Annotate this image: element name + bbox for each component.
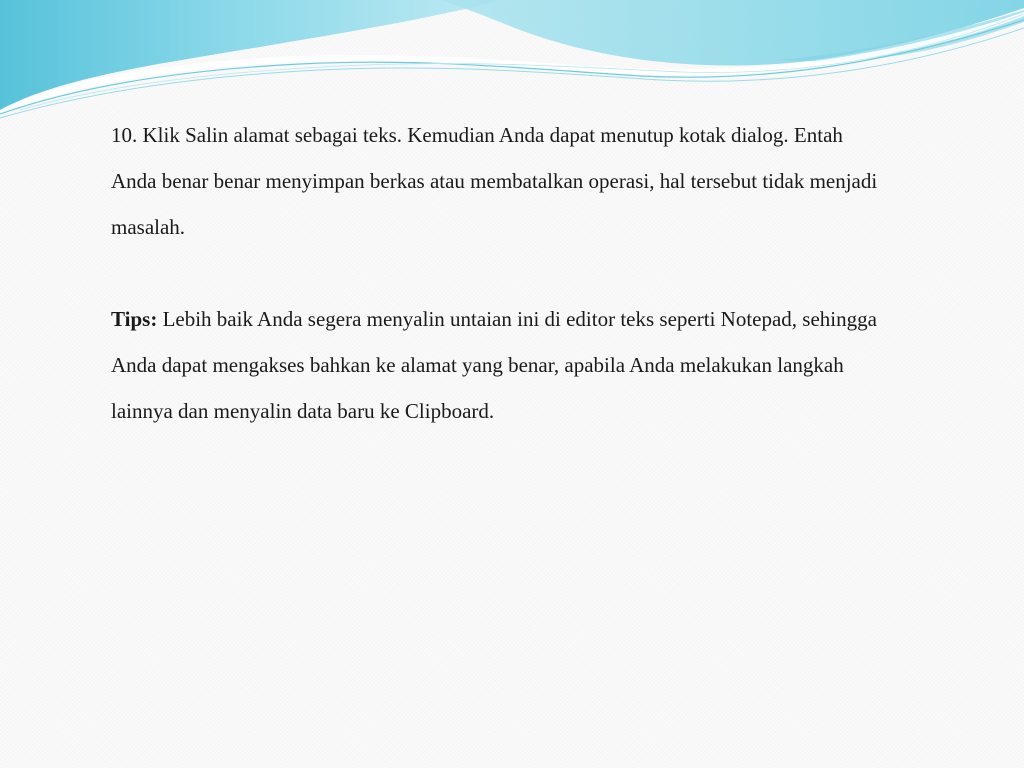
wave-right-shape [440,0,1024,65]
tips-text: Lebih baik Anda segera menyalin untaian ini di editor teks seperti Notepad, sehingga Anda dapat mengakses bahkan ke alamat yang benar, apabila Anda melakukan langkah lainnya dan menyalin data baru ke Clipboard. [111,307,877,423]
tips-label: Tips: [111,307,158,331]
wave-main-shape [0,0,500,110]
wave-header-decoration [0,0,1024,130]
tips-paragraph [111,296,891,434]
slide-content [111,112,891,434]
step-paragraph: 10. Klik Salin alamat sebagai teks. Kemudian Anda dapat menutup kotak dialog. Entah Anda benar benar menyimpan berkas atau membatalkan operasi, hal tersebut tidak menjadi masalah. [111,123,878,239]
